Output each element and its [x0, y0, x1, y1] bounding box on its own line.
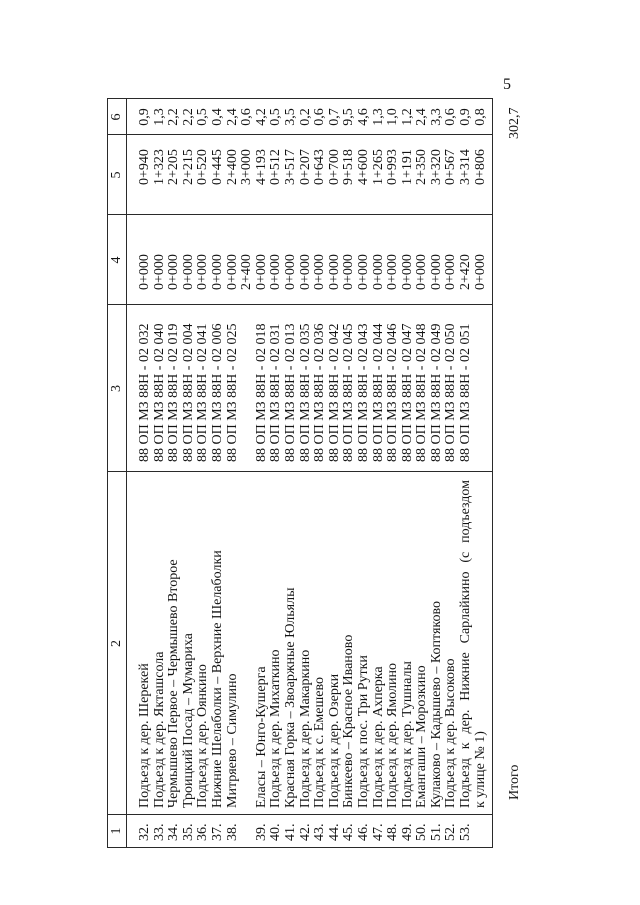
start-km: 0+000 [282, 254, 298, 290]
end-km: 0+940 [137, 149, 152, 185]
road-id: 88 ОП МЗ 88Н - 02 032 [137, 323, 152, 462]
length-km: 2,4 [414, 108, 430, 126]
table-row [211, 99, 226, 847]
table-row [196, 99, 211, 847]
end-km: 2+400 [224, 149, 240, 185]
length-km: 2,2 [180, 108, 196, 126]
table-row [430, 99, 445, 847]
end-km: 2+215 [180, 149, 196, 185]
road-name: Подъезд к дер. Ямолино [385, 663, 401, 808]
road-id: 88 ОП МЗ 88Н - 02 013 [282, 323, 298, 462]
end-km: 3+517 [282, 149, 298, 185]
column-divider [108, 134, 492, 135]
row-number: 42. [297, 823, 313, 841]
road-name: Чермышево Первое – Чермышево Второе [166, 559, 182, 808]
length-km: 0,6 [443, 108, 459, 126]
table-row [255, 99, 270, 847]
length-km: 4,6 [355, 108, 371, 126]
start-km: 0+000 [253, 254, 269, 290]
row-number: 44. [326, 823, 342, 841]
table-row [474, 99, 489, 847]
start-km: 0+000 [370, 254, 386, 290]
road-id: 88 ОП МЗ 88Н - 02 046 [385, 323, 401, 462]
road-name: Кулаково – Кадышево – Коптяково [428, 601, 444, 808]
length-km: 0,7 [326, 108, 342, 126]
end-km: 0+207 [297, 149, 313, 185]
length-km: 3,5 [282, 108, 298, 126]
road-id: 88 ОП МЗ 88Н - 02 035 [297, 323, 313, 462]
length-km: 0,9 [458, 108, 474, 126]
road-id: 88 ОП МЗ 88Н - 02 047 [399, 323, 415, 462]
row-number: 43. [312, 823, 328, 841]
table-row [342, 99, 357, 847]
road-id: 88 ОП МЗ 88Н - 02 042 [326, 323, 342, 462]
start-km: 0+000 [297, 254, 313, 290]
road-id: 88 ОП МЗ 88Н - 02 041 [195, 323, 211, 462]
end-km: 0+806 [472, 149, 488, 185]
road-id: 88 ОП МЗ 88Н - 02 048 [414, 323, 430, 462]
end-km: 3+314 [458, 149, 474, 185]
road-id: 88 ОП МЗ 88Н - 02 018 [253, 323, 269, 462]
road-name [240, 472, 255, 815]
road-id: 88 ОП МЗ 88Н - 02 044 [370, 323, 386, 462]
road-id [240, 305, 255, 472]
column-divider [108, 214, 492, 215]
table-row [138, 99, 153, 847]
row-number: 49. [399, 823, 415, 841]
road-name: Подъезд к дер. Михаткино [268, 649, 284, 808]
table-row [313, 99, 328, 847]
road-id: 88 ОП МЗ 88Н - 02 045 [341, 323, 357, 462]
length-km: 1,2 [399, 108, 415, 126]
table-row [269, 99, 284, 847]
length-km: 0,5 [195, 108, 211, 126]
length-km: 0,5 [268, 108, 284, 126]
road-id: 88 ОП МЗ 88Н - 02 036 [312, 323, 328, 462]
start-km: 0+000 [414, 254, 430, 290]
road-name: Бинкеево – Красное Иваново [341, 634, 357, 808]
length-km: 0,2 [297, 108, 313, 126]
road-name: Митряево – Симулино [224, 673, 240, 808]
row-number: 40. [268, 823, 284, 841]
road-name: Подъезд к дер. Шерекей [137, 663, 152, 808]
row-number: 50. [414, 823, 430, 841]
column-divider [108, 471, 492, 472]
end-km: 4+193 [253, 149, 269, 185]
road-name: Подъезд к дер. Нижние Сарлайкино (с подъездом [458, 480, 474, 808]
start-km: 0+000 [195, 254, 211, 290]
start-km: 0+000 [137, 254, 152, 290]
header-col-6: 6 [109, 113, 124, 121]
row-number [474, 815, 489, 847]
length-km: 0,6 [239, 108, 255, 126]
end-km: 1+323 [151, 149, 167, 185]
length-km: 0,8 [472, 108, 488, 126]
road-name: Подъезд к дер. Оянкино [195, 664, 211, 808]
table-row [182, 99, 197, 847]
table-header-row [108, 99, 127, 847]
end-km: 0+520 [195, 149, 211, 185]
road-id: 88 ОП МЗ 88Н - 02 006 [209, 323, 225, 462]
row-number: 35. [180, 823, 196, 841]
length-km: 9,5 [341, 108, 357, 126]
end-km: 1+265 [370, 149, 386, 185]
road-id: 88 ОП МЗ 88Н - 02 049 [428, 323, 444, 462]
row-number: 45. [341, 823, 357, 841]
road-id: 88 ОП МЗ 88Н - 02 050 [443, 323, 459, 462]
end-km: 3+320 [428, 149, 444, 185]
table-row [328, 99, 343, 847]
end-km: 0+993 [385, 149, 401, 185]
length-km: 0,6 [312, 108, 328, 126]
table-row [415, 99, 430, 847]
table-row [459, 99, 474, 847]
row-number: 47. [370, 823, 386, 841]
road-name: Подъезд к дер. Якташсола [151, 651, 167, 808]
start-km: 2+400 [239, 254, 255, 290]
road-id: 88 ОП МЗ 88Н - 02 040 [151, 323, 167, 462]
start-km: 0+000 [180, 254, 196, 290]
header-col-5: 5 [109, 171, 124, 179]
start-km: 0+000 [312, 254, 328, 290]
start-km: 0+000 [472, 254, 488, 290]
column-divider [108, 814, 492, 815]
road-name: Подъезд к с. Емешево [312, 676, 328, 808]
length-km: 2,4 [224, 108, 240, 126]
start-km: 0+000 [341, 254, 357, 290]
start-km: 0+000 [151, 254, 167, 290]
row-number: 48. [385, 823, 401, 841]
page-number: 5 [503, 76, 511, 93]
road-name: Емангаши – Морозкино [414, 665, 430, 808]
end-km: 1+191 [399, 149, 415, 185]
start-km: 0+000 [166, 254, 182, 290]
end-km: 0+567 [443, 149, 459, 185]
start-km: 0+000 [268, 254, 284, 290]
row-number: 51. [428, 823, 444, 841]
road-name: Нижние Шелаболки – Верхние Шелаболки [209, 550, 225, 808]
end-km: 9+518 [341, 149, 357, 185]
table-row [386, 99, 401, 847]
table-row [372, 99, 387, 847]
row-number: 36. [195, 823, 211, 841]
start-km: 2+420 [458, 254, 474, 290]
length-km: 0,4 [209, 108, 225, 126]
row-number: 33. [151, 823, 167, 841]
end-km: 4+600 [355, 149, 371, 185]
end-km: 0+445 [209, 149, 225, 185]
end-km: 0+512 [268, 149, 284, 185]
road-name: Еласы – Юнго-Кушерга [253, 666, 269, 808]
road-name: Подъезд к дер. Макаркино [297, 649, 313, 808]
row-number: 38. [224, 823, 240, 841]
table-row [357, 99, 372, 847]
table-body [127, 99, 488, 847]
row-number: 41. [282, 823, 298, 841]
length-km: 1,3 [151, 108, 167, 126]
end-km: 3+000 [239, 149, 255, 185]
road-id: 88 ОП МЗ 88Н - 02 051 [458, 323, 474, 462]
roads-table [107, 98, 493, 848]
start-km: 0+000 [385, 254, 401, 290]
row-number: 32. [137, 823, 152, 841]
road-id: 88 ОП МЗ 88Н - 02 043 [355, 323, 371, 462]
road-id: 88 ОП МЗ 88Н - 02 031 [268, 323, 284, 462]
row-number: 34. [166, 823, 182, 841]
end-km: 2+350 [414, 149, 430, 185]
row-number: 39. [253, 823, 269, 841]
table-row [153, 99, 168, 847]
start-km: 0+000 [443, 254, 459, 290]
length-km: 0,9 [137, 108, 152, 126]
table-row [401, 99, 416, 847]
header-col-3: 3 [109, 385, 124, 392]
length-km: 1,0 [385, 108, 401, 126]
start-km: 0+000 [224, 254, 240, 290]
road-name: Подъезд к дер. Тушналы [399, 661, 415, 808]
road-name: Троицкий Посад – Мумариха [180, 633, 196, 808]
table-row [444, 99, 459, 847]
header-col-2: 2 [109, 640, 124, 647]
length-km: 4,2 [253, 108, 269, 126]
road-name: Красная Горка – Звоаржные Юльялы [282, 587, 298, 808]
row-number [240, 815, 255, 847]
table-row [167, 99, 182, 847]
header-col-4: 4 [109, 256, 124, 264]
total-label: Итого [507, 764, 522, 800]
row-number: 37. [209, 823, 225, 841]
row-number: 46. [355, 823, 371, 841]
road-id: 88 ОП МЗ 88Н - 02 025 [224, 323, 240, 462]
table-row [240, 99, 255, 847]
road-name: Подъезд к дер. Озерки [326, 673, 342, 808]
table-row [299, 99, 314, 847]
road-id: 88 ОП МЗ 88Н - 02 019 [166, 323, 182, 462]
start-km: 0+000 [399, 254, 415, 290]
header-col-1: 1 [109, 827, 124, 835]
start-km: 0+000 [355, 254, 371, 290]
end-km: 0+700 [326, 149, 342, 185]
road-name: Подъезд к пос. Три Рутки [355, 655, 371, 808]
start-km: 0+000 [326, 254, 342, 290]
start-km: 0+000 [209, 254, 225, 290]
length-km: 2,2 [166, 108, 182, 126]
length-km: 1,3 [370, 108, 386, 126]
row-number: 53. [458, 823, 474, 841]
end-km: 0+643 [312, 149, 328, 185]
end-km: 2+205 [166, 149, 182, 185]
start-km: 0+000 [428, 254, 444, 290]
row-number: 52. [443, 823, 459, 841]
road-name: Подъезд к дер. Ахперка [370, 666, 386, 808]
length-km: 3,3 [428, 108, 444, 126]
table-row [284, 99, 299, 847]
road-name: Подъезд к дер. Высоково [443, 658, 459, 808]
column-divider [108, 304, 492, 305]
road-id: 88 ОП МЗ 88Н - 02 004 [180, 323, 196, 462]
total-value: 302,7 [507, 107, 522, 139]
road-id [474, 305, 489, 472]
table-row [226, 99, 241, 847]
road-name: к улице № 1) [472, 731, 488, 808]
